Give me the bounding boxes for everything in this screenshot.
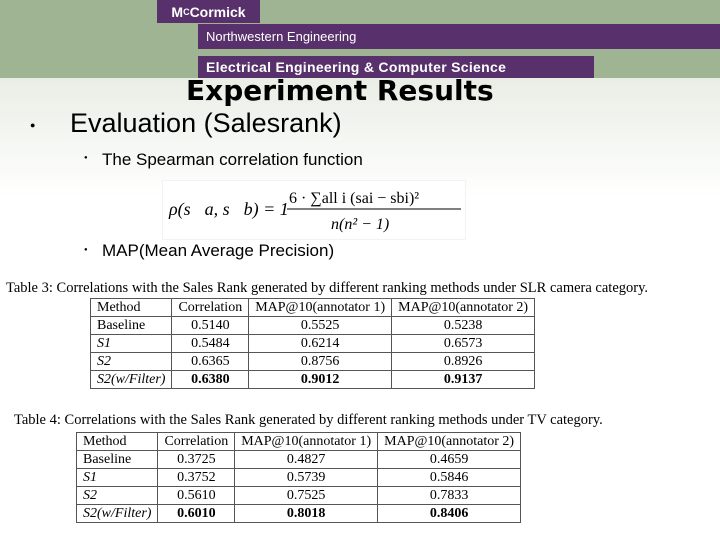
value-cell: 0.4827 [235, 451, 378, 469]
table-row [77, 487, 521, 505]
table-header-cell: Correlation [172, 299, 249, 317]
table-row [91, 335, 535, 353]
table-row [77, 469, 521, 487]
value-cell: 0.6010 [158, 505, 235, 523]
value-cell: 0.5610 [158, 487, 235, 505]
table-header-cell: MAP@10(annotator 1) [249, 299, 392, 317]
value-cell: 0.6214 [249, 335, 392, 353]
table-header-cell: Method [91, 299, 172, 317]
method-cell: Baseline [91, 317, 172, 335]
table4-caption: Table 4: Correlations with the Sales Rank generated by different ranking methods under TV category. [14, 412, 603, 428]
value-cell: 0.9137 [392, 371, 535, 389]
bullet-dot-icon: ● [84, 155, 88, 161]
value-cell: 0.6365 [172, 353, 249, 371]
value-cell: 0.8926 [392, 353, 535, 371]
method-cell: S2 [91, 353, 172, 371]
table-header-cell: MAP@10(annotator 1) [235, 433, 378, 451]
table4 [76, 432, 521, 523]
table-header-cell: Method [77, 433, 158, 451]
mccormick-logo: M C Cormick [157, 0, 260, 23]
bullet-dot-icon: ● [84, 247, 88, 253]
table3-block [0, 272, 720, 392]
table-header-cell: MAP@10(annotator 2) [378, 433, 521, 451]
value-cell: 0.8018 [235, 505, 378, 523]
northwestern-banner [198, 24, 720, 49]
bullet-map: MAP(Mean Average Precision) [102, 241, 335, 260]
value-cell: 0.5484 [172, 335, 249, 353]
department-label: Electrical Engineering & Computer Science [206, 59, 507, 75]
table-row [77, 451, 521, 469]
value-cell: 0.9012 [249, 371, 392, 389]
value-cell: 0.7833 [378, 487, 521, 505]
value-cell: 0.3725 [158, 451, 235, 469]
spearman-formula [162, 180, 466, 240]
table-row [91, 353, 535, 371]
value-cell: 0.4659 [378, 451, 521, 469]
value-cell: 0.5525 [249, 317, 392, 335]
bullet-evaluation: Evaluation (Salesrank) [70, 108, 342, 138]
value-cell: 0.7525 [235, 487, 378, 505]
method-cell: S1 [77, 469, 158, 487]
value-cell: 0.6380 [172, 371, 249, 389]
bullet-dot-icon: ● [30, 120, 36, 130]
method-cell: S2 [77, 487, 158, 505]
value-cell: 0.5238 [392, 317, 535, 335]
table4-block [0, 404, 720, 540]
northwestern-label: Northwestern Engineering [206, 29, 357, 44]
value-cell: 0.5140 [172, 317, 249, 335]
method-cell: S2(w/Filter) [91, 371, 172, 389]
value-cell: 0.5739 [235, 469, 378, 487]
value-cell: 0.8756 [249, 353, 392, 371]
method-cell: S1 [91, 335, 172, 353]
value-cell: 0.8406 [378, 505, 521, 523]
value-cell: 0.3752 [158, 469, 235, 487]
table-header-cell: Correlation [158, 433, 235, 451]
table-row [91, 371, 535, 389]
method-cell: S2(w/Filter) [77, 505, 158, 523]
value-cell: 0.6573 [392, 335, 535, 353]
table3-caption: Table 3: Correlations with the Sales Rank generated by different ranking methods under SLR camera category. [6, 280, 649, 296]
bullet-spearman: The Spearman correlation function [102, 150, 363, 169]
formula-denominator: n(n² − 1) [331, 216, 390, 233]
table-row [91, 317, 535, 335]
table-header-row [91, 299, 535, 317]
formula-numerator: 6 · ∑all i (sai − sbi)² [289, 190, 420, 207]
formula-lhs: ρ(s⃗a, s⃗b) = 1 − [169, 199, 306, 219]
slide-title: Experiment Results [186, 74, 494, 107]
table-header-cell: MAP@10(annotator 2) [392, 299, 535, 317]
value-cell: 0.5846 [378, 469, 521, 487]
table-header-row [77, 433, 521, 451]
table3 [90, 298, 535, 389]
table-row [77, 505, 521, 523]
method-cell: Baseline [77, 451, 158, 469]
